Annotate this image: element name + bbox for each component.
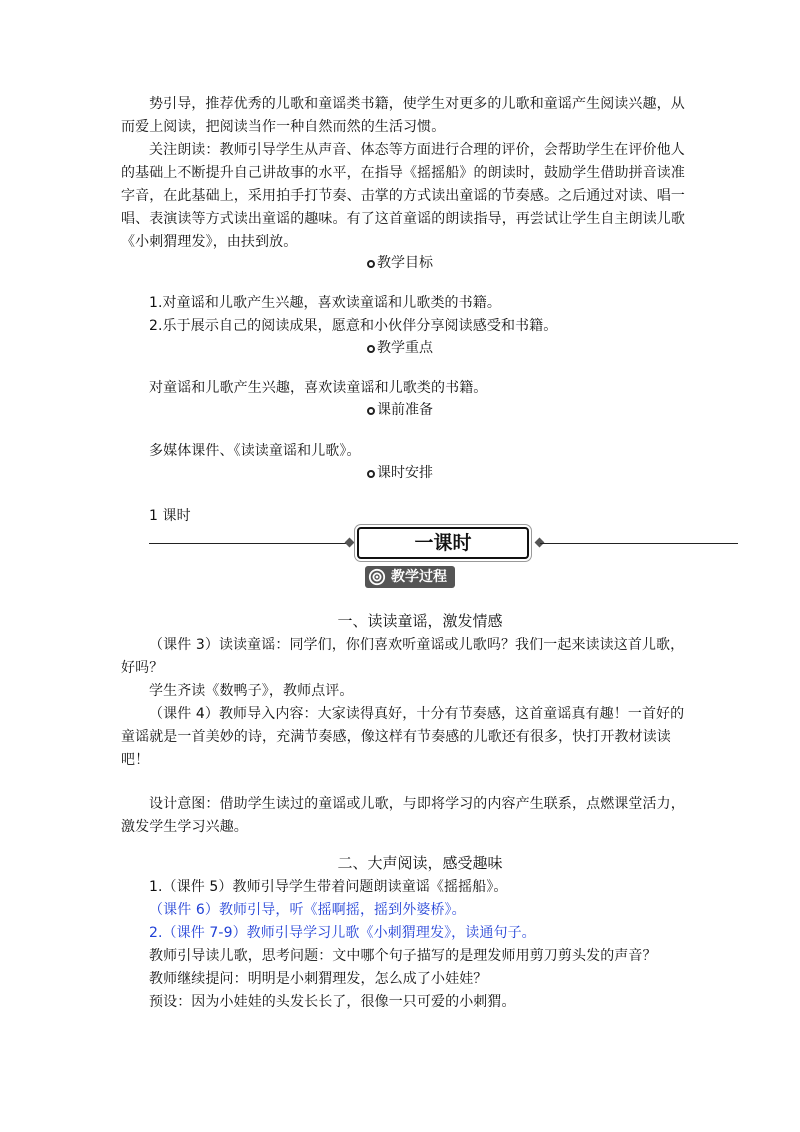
schedule-heading: 课时安排 (0, 463, 800, 483)
section-1-paragraph-3: （课件 4）教师导入内容：大家读得真好，十分有节奏感，这首童谣真有趣！一首好的童谣就是一首美妙的诗，充满节奏感，像这样有节奏感的儿歌还有很多，快打开教材读读吧！ (121, 706, 685, 768)
section-2-line-3: 2.（课件 7-9）教师引导学习儿歌《小刺猬理发》，读通句子。 (149, 925, 536, 941)
schedule-text: 1 课时 (149, 508, 191, 524)
goal-item-1: 1.对童谣和儿歌产生兴趣，喜欢读童谣和儿歌类的书籍。 (149, 295, 501, 311)
section-1-paragraph-1: （课件 3）读读童谣：同学们，你们喜欢听童谣或儿歌吗？我们一起来读读这首儿歌，好吗？ (121, 637, 685, 676)
section-2-line-2: （课件 6）教师引导，听《摇啊摇，摇到外婆桥》。 (149, 902, 466, 918)
divider-right (540, 543, 738, 544)
bullet-circle-icon (367, 260, 375, 268)
prep-heading: 课前准备 (0, 400, 800, 420)
bullet-circle-icon (367, 407, 375, 415)
goals-heading: 教学目标 (0, 253, 800, 273)
design-intent: 设计意图：借助学生读过的童谣或儿歌，与即将学习的内容产生联系，点燃课堂活力，激发学生学习兴趣。 (121, 796, 685, 835)
section-2-line-1: 1.（课件 5）教师引导学生带着问题朗读童谣《摇摇船》。 (149, 879, 508, 895)
divider-left (149, 543, 349, 544)
prep-text: 多媒体课件、《读读童谣和儿歌》。 (149, 443, 361, 459)
section-2-title: 二、大声阅读，感受趣味 (337, 854, 503, 872)
lesson-banner: 一课时 (357, 527, 529, 559)
section-1-title: 一、读读童谣，激发情感 (337, 612, 503, 630)
target-icon (368, 568, 386, 586)
bullet-circle-icon (367, 345, 375, 353)
divider-diamond-left (345, 538, 355, 548)
section-2-line-6: 预设：因为小娃娃的头发长长了，很像一只可爱的小刺猬。 (149, 994, 516, 1010)
intro-paragraph-1: 势引导，推荐优秀的儿歌和童谣类书籍，使学生对更多的儿歌和童谣产生阅读兴趣，从而爱上阅读，把阅读当作一种自然而然的生活习惯。 (121, 96, 685, 135)
focus-text: 对童谣和儿歌产生兴趣，喜欢读童谣和儿歌类的书籍。 (149, 380, 488, 396)
process-badge: 教学过程 (365, 566, 455, 588)
intro-paragraph-2: 关注朗读：教师引导学生从声音、体态等方面进行合理的评价，会帮助学生在评价他人的基础上不断提升自己讲故事的水平，在指导《摇摇船》的朗读时，鼓励学生借助拼音读准字音，在此基础上，采用拍手打节奏、击掌的方式读出童谣的节奏感。之后通过对读、唱一唱、表演读等方式读出童谣的趣味。有了这首童谣的朗读指导，再尝试让学生自主朗读儿歌《小刺猬理发》，由扶到放。 (121, 142, 685, 250)
section-2-line-4: 教师引导读儿歌，思考问题：文中哪个句子描写的是理发师用剪刀剪头发的声音？ (149, 948, 657, 964)
section-2-line-5: 教师继续提问：明明是小刺猬理发，怎么成了小娃娃？ (149, 971, 488, 987)
bullet-circle-icon (367, 470, 375, 478)
focus-heading: 教学重点 (0, 338, 800, 358)
goal-item-2: 2.乐于展示自己的阅读成果，愿意和小伙伴分享阅读感受和书籍。 (149, 318, 558, 334)
section-1-paragraph-2: 学生齐读《数鸭子》，教师点评。 (149, 683, 354, 699)
